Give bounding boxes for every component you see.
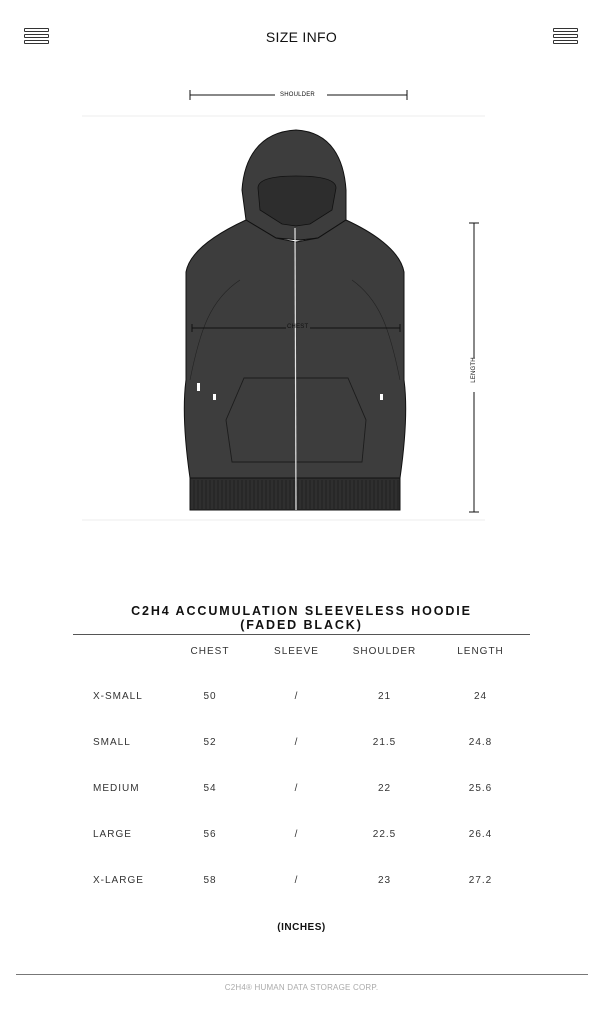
garment-diagram xyxy=(0,80,603,530)
menu-bar xyxy=(553,34,578,38)
size-table xyxy=(73,640,530,890)
page-title: SIZE INFO xyxy=(265,29,338,45)
chest-label: CHEST xyxy=(287,324,309,330)
sleeve-value: / xyxy=(294,782,299,794)
table-row xyxy=(73,798,530,844)
size-name: LARGE xyxy=(93,828,132,840)
size-name: SMALL xyxy=(93,736,131,748)
sleeve-value: / xyxy=(294,736,299,748)
header-shoulder: SHOULDER xyxy=(352,645,417,657)
unit-note: (INCHES) xyxy=(277,922,326,933)
header-size xyxy=(73,640,165,660)
chest-value: 56 xyxy=(203,828,217,840)
product-title-line2: (FADED BLACK) xyxy=(240,618,363,632)
length-value: 25.6 xyxy=(468,782,493,794)
length-value: 24 xyxy=(473,690,488,702)
length-value: 24.8 xyxy=(468,736,493,748)
chest-value: 58 xyxy=(203,874,217,886)
footer-divider xyxy=(16,974,588,975)
menu-bar xyxy=(553,28,578,32)
table-divider xyxy=(73,634,530,635)
header-chest: CHEST xyxy=(190,645,230,657)
footer-text: C2H4® HUMAN DATA STORAGE CORP. xyxy=(224,983,379,992)
size-name: X-SMALL xyxy=(93,690,143,702)
header-sleeve: SLEEVE xyxy=(274,645,319,657)
table-header-row xyxy=(73,640,530,660)
shoulder-value: 22 xyxy=(377,782,392,794)
table-row xyxy=(73,706,530,752)
table-row xyxy=(73,844,530,890)
menu-icon-right[interactable] xyxy=(553,28,578,45)
shoulder-value: 21.5 xyxy=(372,736,397,748)
length-value: 27.2 xyxy=(468,874,493,886)
size-name: MEDIUM xyxy=(93,782,140,794)
product-title-line1: C2H4 ACCUMULATION SLEEVELESS HOODIE xyxy=(131,604,472,618)
length-label: LENGTH xyxy=(471,357,477,383)
table-row xyxy=(73,752,530,798)
menu-bar xyxy=(553,40,578,44)
chest-value: 50 xyxy=(203,690,217,702)
shoulder-label: SHOULDER xyxy=(280,92,315,98)
length-value: 26.4 xyxy=(468,828,493,840)
chest-value: 54 xyxy=(203,782,217,794)
size-name: X-LARGE xyxy=(93,874,144,886)
header-length: LENGTH xyxy=(457,645,504,657)
table-row xyxy=(73,660,530,706)
sleeve-value: / xyxy=(294,690,299,702)
shoulder-value: 23 xyxy=(377,874,392,886)
sleeve-value: / xyxy=(294,828,299,840)
shoulder-value: 22.5 xyxy=(372,828,397,840)
shoulder-value: 21 xyxy=(377,690,392,702)
sleeve-value: / xyxy=(294,874,299,886)
hoodie-illustration xyxy=(0,80,603,530)
chest-value: 52 xyxy=(203,736,217,748)
product-title xyxy=(0,604,603,632)
